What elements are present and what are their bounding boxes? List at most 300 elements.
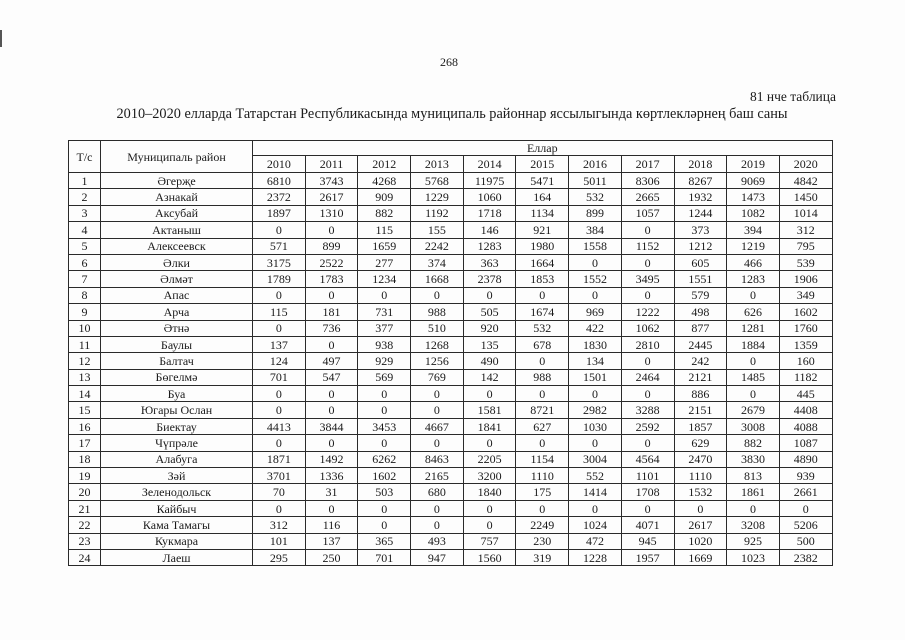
- value-cell: 2382: [779, 549, 832, 565]
- value-cell: 3701: [253, 468, 306, 484]
- row-number: 13: [69, 369, 101, 385]
- value-cell: 146: [463, 222, 516, 238]
- value-cell: 2661: [779, 484, 832, 500]
- row-number: 22: [69, 517, 101, 533]
- scan-edge-mark: [0, 30, 2, 47]
- value-cell: 1783: [305, 271, 358, 287]
- value-cell: 0: [305, 402, 358, 418]
- year-header: 2017: [621, 156, 674, 173]
- value-cell: 1861: [727, 484, 780, 500]
- value-cell: 3175: [253, 254, 306, 270]
- value-cell: 0: [411, 500, 464, 516]
- value-cell: 5206: [779, 517, 832, 533]
- district-name: Әтнә: [101, 320, 253, 336]
- value-cell: 1014: [779, 205, 832, 221]
- district-name: Арча: [101, 304, 253, 320]
- value-cell: 5768: [411, 173, 464, 189]
- value-cell: 626: [727, 304, 780, 320]
- value-cell: 115: [253, 304, 306, 320]
- district-name: Азнакай: [101, 189, 253, 205]
- value-cell: 490: [463, 353, 516, 369]
- row-number: 23: [69, 533, 101, 549]
- value-cell: 0: [253, 222, 306, 238]
- value-cell: 877: [674, 320, 727, 336]
- value-cell: 11975: [463, 173, 516, 189]
- value-cell: 319: [516, 549, 569, 565]
- value-cell: 1760: [779, 320, 832, 336]
- table-row: [69, 173, 833, 189]
- row-number: 7: [69, 271, 101, 287]
- years-group-header: Еллар: [253, 141, 833, 156]
- value-cell: 1101: [621, 468, 674, 484]
- value-cell: 1023: [727, 549, 780, 565]
- value-cell: 1229: [411, 189, 464, 205]
- value-cell: 678: [516, 336, 569, 352]
- value-cell: 101: [253, 533, 306, 549]
- value-cell: 1283: [727, 271, 780, 287]
- year-header: 2018: [674, 156, 727, 173]
- value-cell: 1602: [779, 304, 832, 320]
- value-cell: 1222: [621, 304, 674, 320]
- value-cell: 493: [411, 533, 464, 549]
- value-cell: 4088: [779, 418, 832, 434]
- value-cell: 731: [358, 304, 411, 320]
- page-number: 268: [440, 55, 458, 69]
- value-cell: 1857: [674, 418, 727, 434]
- value-cell: 115: [358, 222, 411, 238]
- row-number: 3: [69, 205, 101, 221]
- value-cell: 505: [463, 304, 516, 320]
- value-cell: 2445: [674, 336, 727, 352]
- table-label: 81 нче таблица: [749, 89, 836, 104]
- value-cell: 3288: [621, 402, 674, 418]
- row-number: 24: [69, 549, 101, 565]
- value-cell: 2810: [621, 336, 674, 352]
- table-row: [69, 254, 833, 270]
- table-row: [69, 418, 833, 434]
- value-cell: 3208: [727, 517, 780, 533]
- table-row: [69, 189, 833, 205]
- value-cell: 1560: [463, 549, 516, 565]
- value-cell: 230: [516, 533, 569, 549]
- value-cell: 134: [569, 353, 622, 369]
- value-cell: 394: [727, 222, 780, 238]
- value-cell: 920: [463, 320, 516, 336]
- district-name: Зеленодольск: [101, 484, 253, 500]
- value-cell: 155: [411, 222, 464, 238]
- value-cell: 1134: [516, 205, 569, 221]
- value-cell: 497: [305, 353, 358, 369]
- value-cell: 2522: [305, 254, 358, 270]
- row-number: 11: [69, 336, 101, 352]
- year-header: 2020: [779, 156, 832, 173]
- value-cell: 0: [358, 386, 411, 402]
- value-cell: 2617: [674, 517, 727, 533]
- value-cell: 1558: [569, 238, 622, 254]
- value-cell: 1182: [779, 369, 832, 385]
- value-cell: 8267: [674, 173, 727, 189]
- year-header: 2010: [253, 156, 306, 173]
- value-cell: 1871: [253, 451, 306, 467]
- value-cell: 539: [779, 254, 832, 270]
- value-cell: 70: [253, 484, 306, 500]
- value-cell: 472: [569, 533, 622, 549]
- value-cell: 2372: [253, 189, 306, 205]
- district-name: Алексеевск: [101, 238, 253, 254]
- value-cell: 1830: [569, 336, 622, 352]
- table-row: [69, 386, 833, 402]
- district-column-header: Муниципаль район: [101, 141, 253, 173]
- value-cell: 466: [727, 254, 780, 270]
- value-cell: 0: [621, 386, 674, 402]
- district-name: Әлмәт: [101, 271, 253, 287]
- value-cell: 2679: [727, 402, 780, 418]
- value-cell: 124: [253, 353, 306, 369]
- value-cell: 6262: [358, 451, 411, 467]
- value-cell: 1980: [516, 238, 569, 254]
- value-cell: 0: [411, 435, 464, 451]
- value-cell: 0: [305, 336, 358, 352]
- value-cell: 1219: [727, 238, 780, 254]
- value-cell: 1281: [727, 320, 780, 336]
- value-cell: 0: [358, 517, 411, 533]
- table-row: [69, 533, 833, 549]
- year-header: 2016: [569, 156, 622, 173]
- row-number: 5: [69, 238, 101, 254]
- value-cell: 8721: [516, 402, 569, 418]
- value-cell: 3200: [463, 468, 516, 484]
- value-cell: 0: [516, 386, 569, 402]
- value-cell: 0: [253, 320, 306, 336]
- table-row: [69, 435, 833, 451]
- value-cell: 2121: [674, 369, 727, 385]
- value-cell: 569: [358, 369, 411, 385]
- value-cell: 137: [253, 336, 306, 352]
- value-cell: 4413: [253, 418, 306, 434]
- value-cell: 250: [305, 549, 358, 565]
- table-row: [69, 451, 833, 467]
- value-cell: 882: [727, 435, 780, 451]
- value-cell: 2592: [621, 418, 674, 434]
- value-cell: 175: [516, 484, 569, 500]
- value-cell: 4408: [779, 402, 832, 418]
- value-cell: 9069: [727, 173, 780, 189]
- value-cell: 0: [569, 287, 622, 303]
- value-cell: 1906: [779, 271, 832, 287]
- district-name: Югары Ослан: [101, 402, 253, 418]
- year-header: 2012: [358, 156, 411, 173]
- value-cell: 1664: [516, 254, 569, 270]
- district-name: Чүпрәле: [101, 435, 253, 451]
- value-cell: 945: [621, 533, 674, 549]
- year-header: 2013: [411, 156, 464, 173]
- district-name: Бөгелмә: [101, 369, 253, 385]
- value-cell: 0: [463, 500, 516, 516]
- value-cell: 0: [674, 500, 727, 516]
- year-header: 2014: [463, 156, 516, 173]
- value-cell: 349: [779, 287, 832, 303]
- value-cell: 0: [621, 222, 674, 238]
- index-column-header: Т/с: [69, 141, 101, 173]
- value-cell: 0: [516, 353, 569, 369]
- value-cell: 2249: [516, 517, 569, 533]
- value-cell: 547: [305, 369, 358, 385]
- value-cell: 1310: [305, 205, 358, 221]
- value-cell: 1110: [674, 468, 727, 484]
- value-cell: 1024: [569, 517, 622, 533]
- value-cell: 1154: [516, 451, 569, 467]
- district-name: Алабуга: [101, 451, 253, 467]
- value-cell: 3743: [305, 173, 358, 189]
- value-cell: 1492: [305, 451, 358, 467]
- value-cell: 0: [305, 222, 358, 238]
- table-row: [69, 205, 833, 221]
- value-cell: 3453: [358, 418, 411, 434]
- table-title: 2010–2020 елларда Татарстан Республикасында муниципаль районнар яссылыгында көртлекләрнең баш саны: [116, 106, 788, 122]
- value-cell: 0: [253, 386, 306, 402]
- value-cell: 0: [621, 500, 674, 516]
- value-cell: 384: [569, 222, 622, 238]
- value-cell: 1897: [253, 205, 306, 221]
- value-cell: 1659: [358, 238, 411, 254]
- row-number: 21: [69, 500, 101, 516]
- table-row: [69, 468, 833, 484]
- value-cell: 2464: [621, 369, 674, 385]
- value-cell: 277: [358, 254, 411, 270]
- value-cell: 510: [411, 320, 464, 336]
- value-cell: 532: [516, 320, 569, 336]
- value-cell: 2665: [621, 189, 674, 205]
- value-cell: 6810: [253, 173, 306, 189]
- row-number: 16: [69, 418, 101, 434]
- value-cell: 1234: [358, 271, 411, 287]
- value-cell: 629: [674, 435, 727, 451]
- value-cell: 1152: [621, 238, 674, 254]
- table-row: [69, 287, 833, 303]
- value-cell: 3495: [621, 271, 674, 287]
- row-number: 19: [69, 468, 101, 484]
- district-name: Лаеш: [101, 549, 253, 565]
- value-cell: 4667: [411, 418, 464, 434]
- value-cell: 552: [569, 468, 622, 484]
- value-cell: 0: [463, 435, 516, 451]
- table-row: [69, 304, 833, 320]
- value-cell: 0: [411, 402, 464, 418]
- value-cell: 0: [253, 500, 306, 516]
- value-cell: 445: [779, 386, 832, 402]
- value-cell: 1268: [411, 336, 464, 352]
- value-cell: 373: [674, 222, 727, 238]
- value-cell: 769: [411, 369, 464, 385]
- value-cell: 988: [411, 304, 464, 320]
- district-name: Балтач: [101, 353, 253, 369]
- value-cell: 1551: [674, 271, 727, 287]
- value-cell: 1840: [463, 484, 516, 500]
- table-row: [69, 336, 833, 352]
- row-number: 1: [69, 173, 101, 189]
- value-cell: 1718: [463, 205, 516, 221]
- value-cell: 8463: [411, 451, 464, 467]
- value-cell: 1228: [569, 549, 622, 565]
- district-data-table: [68, 140, 833, 566]
- value-cell: 0: [253, 402, 306, 418]
- value-cell: 1060: [463, 189, 516, 205]
- value-cell: 160: [779, 353, 832, 369]
- value-cell: 0: [463, 517, 516, 533]
- value-cell: 1256: [411, 353, 464, 369]
- value-cell: 0: [411, 517, 464, 533]
- value-cell: 0: [305, 287, 358, 303]
- value-cell: 0: [463, 287, 516, 303]
- value-cell: 0: [358, 402, 411, 418]
- value-cell: 886: [674, 386, 727, 402]
- value-cell: 1501: [569, 369, 622, 385]
- value-cell: 164: [516, 189, 569, 205]
- value-cell: 0: [727, 353, 780, 369]
- row-number: 6: [69, 254, 101, 270]
- value-cell: 4890: [779, 451, 832, 467]
- value-cell: 0: [569, 435, 622, 451]
- row-number: 18: [69, 451, 101, 467]
- value-cell: 142: [463, 369, 516, 385]
- value-cell: 4842: [779, 173, 832, 189]
- value-cell: 0: [305, 500, 358, 516]
- value-cell: 925: [727, 533, 780, 549]
- value-cell: 0: [411, 287, 464, 303]
- district-name: Кайбыч: [101, 500, 253, 516]
- value-cell: 363: [463, 254, 516, 270]
- row-number: 17: [69, 435, 101, 451]
- value-cell: 312: [253, 517, 306, 533]
- value-cell: 181: [305, 304, 358, 320]
- row-number: 15: [69, 402, 101, 418]
- value-cell: 0: [516, 435, 569, 451]
- value-cell: 0: [779, 500, 832, 516]
- value-cell: 1853: [516, 271, 569, 287]
- year-header: 2011: [305, 156, 358, 173]
- value-cell: 0: [305, 435, 358, 451]
- table-row: [69, 484, 833, 500]
- district-name: Зәй: [101, 468, 253, 484]
- value-cell: 579: [674, 287, 727, 303]
- value-cell: 605: [674, 254, 727, 270]
- value-cell: 1957: [621, 549, 674, 565]
- value-cell: 938: [358, 336, 411, 352]
- value-cell: 0: [463, 386, 516, 402]
- value-cell: 1789: [253, 271, 306, 287]
- row-number: 20: [69, 484, 101, 500]
- value-cell: 0: [621, 353, 674, 369]
- value-cell: 2165: [411, 468, 464, 484]
- value-cell: 680: [411, 484, 464, 500]
- year-header: 2015: [516, 156, 569, 173]
- value-cell: 2151: [674, 402, 727, 418]
- table-row: [69, 517, 833, 533]
- value-cell: 0: [621, 435, 674, 451]
- value-cell: 4564: [621, 451, 674, 467]
- value-cell: 1450: [779, 189, 832, 205]
- value-cell: 0: [253, 287, 306, 303]
- value-cell: 0: [621, 287, 674, 303]
- value-cell: 1602: [358, 468, 411, 484]
- value-cell: 0: [569, 254, 622, 270]
- value-cell: 1359: [779, 336, 832, 352]
- value-cell: 1932: [674, 189, 727, 205]
- value-cell: 5011: [569, 173, 622, 189]
- row-number: 14: [69, 386, 101, 402]
- value-cell: 1532: [674, 484, 727, 500]
- value-cell: 0: [411, 386, 464, 402]
- value-cell: 947: [411, 549, 464, 565]
- value-cell: 422: [569, 320, 622, 336]
- row-number: 12: [69, 353, 101, 369]
- table-row: [69, 549, 833, 565]
- value-cell: 0: [727, 500, 780, 516]
- table-row: [69, 222, 833, 238]
- value-cell: 31: [305, 484, 358, 500]
- value-cell: 795: [779, 238, 832, 254]
- table-row: [69, 402, 833, 418]
- value-cell: 921: [516, 222, 569, 238]
- value-cell: 0: [727, 287, 780, 303]
- district-name: Апас: [101, 287, 253, 303]
- district-name: Буа: [101, 386, 253, 402]
- value-cell: 0: [358, 500, 411, 516]
- value-cell: 1082: [727, 205, 780, 221]
- value-cell: 899: [305, 238, 358, 254]
- value-cell: 1708: [621, 484, 674, 500]
- value-cell: 0: [305, 386, 358, 402]
- value-cell: 0: [358, 435, 411, 451]
- value-cell: 899: [569, 205, 622, 221]
- value-cell: 135: [463, 336, 516, 352]
- value-cell: 532: [569, 189, 622, 205]
- value-cell: 8306: [621, 173, 674, 189]
- value-cell: 3830: [727, 451, 780, 467]
- value-cell: 571: [253, 238, 306, 254]
- value-cell: 1581: [463, 402, 516, 418]
- value-cell: 365: [358, 533, 411, 549]
- value-cell: 1884: [727, 336, 780, 352]
- value-cell: 0: [516, 287, 569, 303]
- value-cell: 701: [253, 369, 306, 385]
- value-cell: 374: [411, 254, 464, 270]
- table-body: [69, 173, 833, 566]
- district-name: Әгерҗе: [101, 173, 253, 189]
- value-cell: 1414: [569, 484, 622, 500]
- value-cell: 1212: [674, 238, 727, 254]
- table-header: [69, 141, 833, 173]
- value-cell: 2470: [674, 451, 727, 467]
- district-name: Аксубай: [101, 205, 253, 221]
- value-cell: 5471: [516, 173, 569, 189]
- year-header: 2019: [727, 156, 780, 173]
- value-cell: 2378: [463, 271, 516, 287]
- table-row: [69, 500, 833, 516]
- value-cell: 939: [779, 468, 832, 484]
- value-cell: 242: [674, 353, 727, 369]
- value-cell: 1669: [674, 549, 727, 565]
- value-cell: 2242: [411, 238, 464, 254]
- value-cell: 1674: [516, 304, 569, 320]
- value-cell: 3004: [569, 451, 622, 467]
- value-cell: 0: [569, 386, 622, 402]
- value-cell: 2617: [305, 189, 358, 205]
- value-cell: 1473: [727, 189, 780, 205]
- value-cell: 909: [358, 189, 411, 205]
- value-cell: 3844: [305, 418, 358, 434]
- district-name: Әлки: [101, 254, 253, 270]
